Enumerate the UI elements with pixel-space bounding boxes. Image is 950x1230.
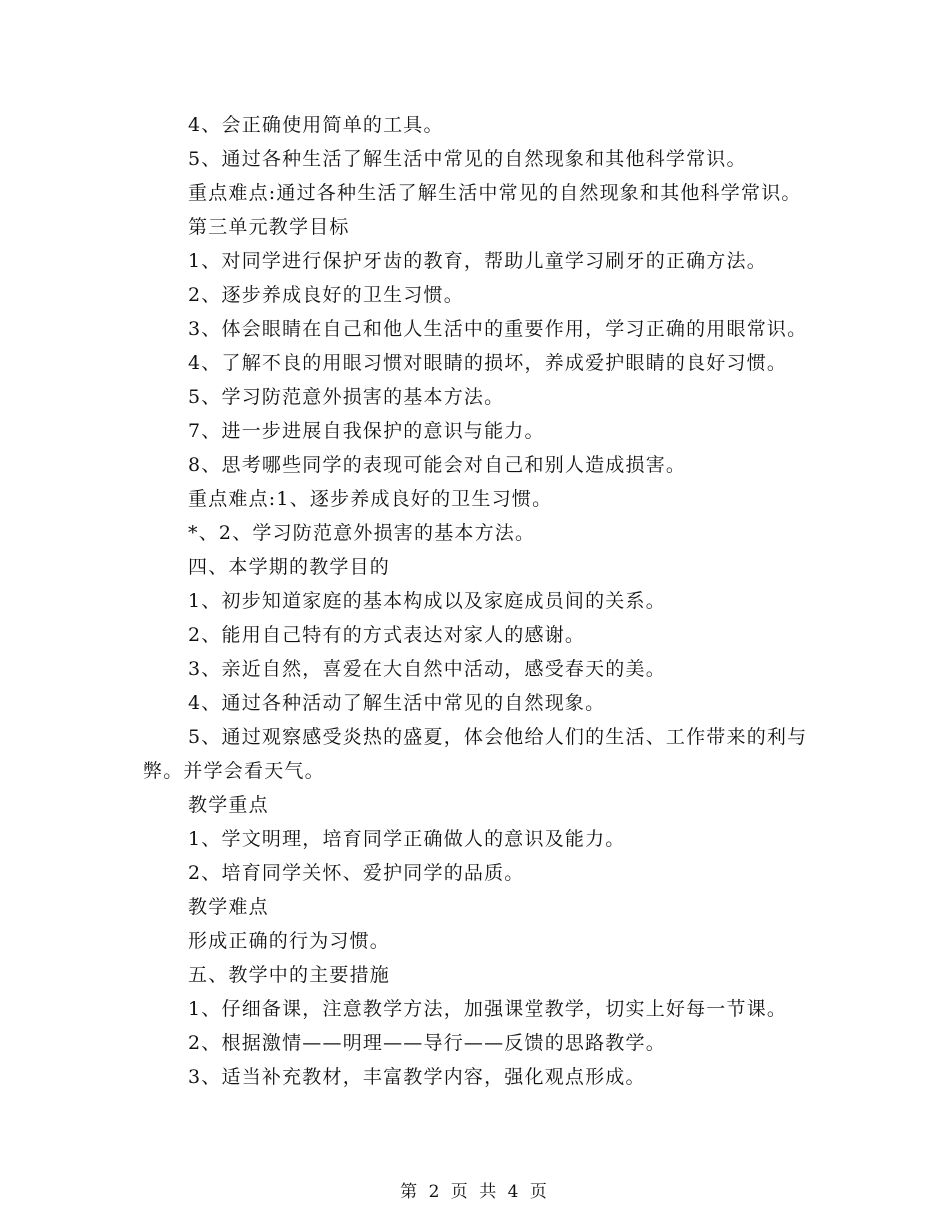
paragraph: 3、亲近自然，喜爱在大自然中活动，感受春天的美。 bbox=[188, 658, 666, 680]
section-heading: 第三单元教学目标 bbox=[188, 216, 350, 238]
section-heading: 五、教学中的主要措施 bbox=[188, 964, 391, 986]
section-heading: 教学难点 bbox=[188, 896, 269, 918]
paragraph: 8、思考哪些同学的表现可能会对自己和别人造成损害。 bbox=[188, 454, 687, 476]
paragraph: 形成正确的行为习惯。 bbox=[188, 930, 391, 952]
paragraph: 3、适当补充教材，丰富教学内容，强化观点形成。 bbox=[188, 1066, 646, 1088]
paragraph: 1、仔细备课，注意教学方法，加强课堂教学，切实上好每一节课。 bbox=[188, 998, 788, 1020]
section-heading: 四、本学期的教学目的 bbox=[188, 556, 391, 578]
paragraph: 3、体会眼睛在自己和他人生活中的重要作用，学习正确的用眼常识。 bbox=[188, 318, 808, 340]
paragraph: 1、学文明理，培育同学正确做人的意识及能力。 bbox=[188, 828, 626, 850]
paragraph: 2、能用自己特有的方式表达对家人的感谢。 bbox=[188, 624, 586, 646]
paragraph: *、2、学习防范意外损害的基本方法。 bbox=[188, 522, 536, 544]
paragraph: 4、了解不良的用眼习惯对眼睛的损坏，养成爱护眼睛的良好习惯。 bbox=[188, 352, 788, 374]
paragraph: 4、通过各种活动了解生活中常见的自然现象。 bbox=[188, 692, 606, 714]
paragraph: 4、会正确使用简单的工具。 bbox=[188, 114, 444, 136]
paragraph: 1、对同学进行保护牙齿的教育，帮助儿童学习刷牙的正确方法。 bbox=[188, 250, 767, 272]
paragraph: 5、学习防范意外损害的基本方法。 bbox=[188, 386, 505, 408]
paragraph: 5、通过观察感受炎热的盛夏，体会他给人们的生活、工作带来的利与弊。并学会看天气。 bbox=[143, 726, 808, 782]
document-body bbox=[143, 108, 827, 1094]
paragraph: 重点难点:通过各种生活了解生活中常见的自然现象和其他科学常识。 bbox=[188, 182, 802, 204]
paragraph: 1、初步知道家庭的基本构成以及家庭成员间的关系。 bbox=[188, 590, 666, 612]
paragraph: 2、培育同学关怀、爱护同学的品质。 bbox=[188, 862, 525, 884]
paragraph: 5、通过各种生活了解生活中常见的自然现象和其他科学常识。 bbox=[188, 148, 747, 170]
page-number: 第 2 页 共 4 页 bbox=[400, 1182, 550, 1202]
paragraph: 重点难点:1、逐步养成良好的卫生习惯。 bbox=[188, 488, 553, 510]
section-heading: 教学重点 bbox=[188, 794, 269, 816]
paragraph: 2、根据激情——明理——导行——反馈的思路教学。 bbox=[188, 1032, 666, 1054]
paragraph: 7、进一步进展自我保护的意识与能力。 bbox=[188, 420, 545, 442]
paragraph: 2、逐步养成良好的卫生习惯。 bbox=[188, 284, 464, 306]
